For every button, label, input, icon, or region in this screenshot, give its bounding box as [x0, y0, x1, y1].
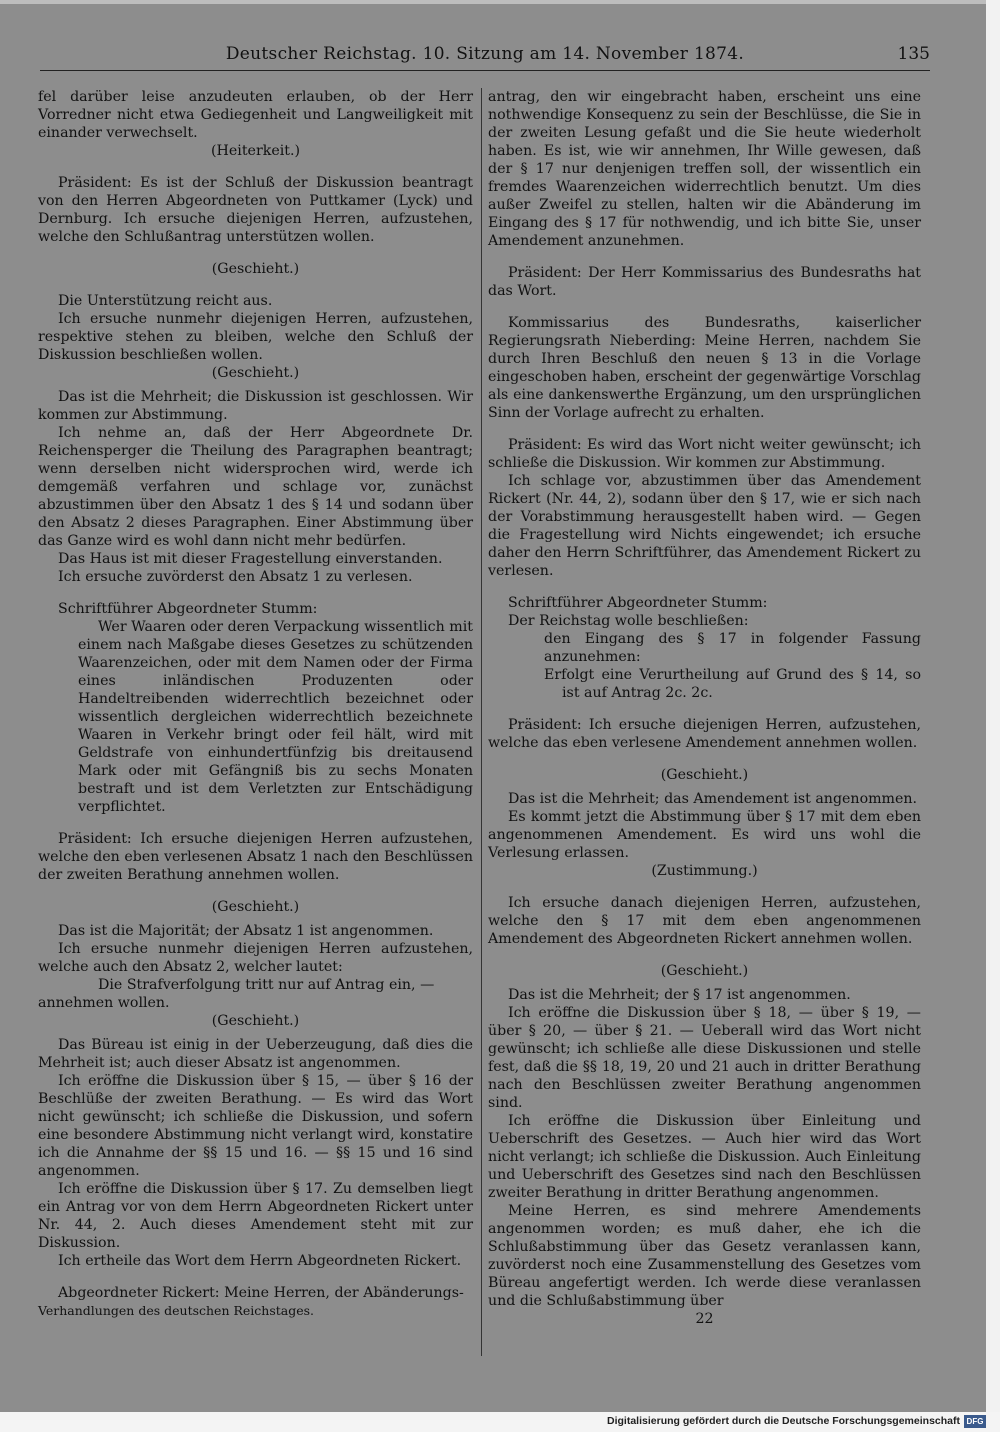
interjection: (Geschieht.) — [211, 261, 300, 277]
interjection: (Zustimmung.) — [651, 863, 758, 879]
paragraph: fel darüber leise anzudeuten erlauben, ob der Herr Vorredner nicht etwa Gediegenheit und Langweiligkeit mit einander verwechselt. — [38, 89, 473, 141]
right-column — [488, 88, 921, 1378]
speaker-rickert: Abgeordneter Rickert: Meine Herren, der Abänderungs- — [58, 1285, 464, 1301]
quoted-text: Wer Waaren oder deren Verpackung wissentlich mit einem nach Maßgabe dieses Gesetzes zu schützenden Waarenzeichen, oder mit dem Namen oder der Firma eines inländischen Produzenten oder Handeltreibenden widerrechtlich bezeichnet oder wissentlich dergleichen widerrechtlich bezeichnete Waaren in Verkehr bringt oder feil hält, wird mit Geldstrafe von einhundertfünfzig bis dreitausend Mark oder mit Gefängniß bis zu sechs Monaten bestraft und ist dem Verletzten zur Entschädigung verpflichtet. — [78, 619, 473, 815]
paragraph: Ich ersuche nunmehr diejenigen Herren aufzustehen, welche auch den Absatz 2, welcher lautet: — [38, 941, 473, 975]
paragraph: Ich eröffne die Diskussion über § 15, — über § 16 der Beschlüße der zweiten Berathung. — Es wird das Wort nicht gewünscht; ich schließe die Diskussion, und sofern eine besondere Abstimmung nicht verlangt wird, konstatire ich die Annahme der §§ 15 und 16. — §§ 15 und 16 sind angenommen. — [38, 1073, 473, 1179]
signature-number: 22 — [695, 1311, 714, 1327]
paragraph: Ich ersuche zuvörderst den Absatz 1 zu verlesen. — [58, 569, 413, 585]
interjection: (Geschieht.) — [660, 963, 749, 979]
president-speech: Präsident: Es wird das Wort nicht weiter gewünscht; ich schließe die Diskussion. Wir kommen zur Abstimmung. — [488, 437, 921, 471]
interjection: (Heiterkeit.) — [211, 143, 300, 159]
paragraph: Ich ersuche nunmehr diejenigen Herren, aufzustehen, respektive stehen zu bleiben, welche den Schluß der Diskussion beschließen wollen. — [38, 311, 473, 363]
paragraph: Ich ertheile das Wort dem Herrn Abgeordneten Rickert. — [58, 1253, 462, 1269]
speaker-label: Schriftführer Abgeordneter Stumm: — [508, 595, 768, 611]
president-speech: Präsident: Ich ersuche diejenigen Herren aufzustehen, welche den eben verlesenen Absatz 1 nach den Beschlüssen der zweiten Berathung annehmen wollen. — [38, 831, 473, 883]
motion-text: Erfolgt eine Verurtheilung auf Grund des § 14, so ist auf Antrag 2c. 2c. — [544, 667, 921, 701]
quoted-text: Die Strafverfolgung tritt nur auf Antrag ein, — — [98, 977, 435, 993]
paragraph: Das ist die Mehrheit; das Amendement ist angenommen. — [508, 791, 918, 807]
paragraph: annehmen wollen. — [38, 995, 170, 1011]
president-speech: Präsident: Ich ersuche diejenigen Herren, aufzustehen, welche das eben verlesene Amendement annehmen wollen. — [488, 717, 921, 751]
paragraph: Die Unterstützung reicht aus. — [58, 293, 273, 309]
footer-credit: Digitalisierung gefördert durch die Deutsche Forschungsgemeinschaft — [607, 1415, 960, 1427]
paragraph: Ich nehme an, daß der Herr Abgeordnete Dr. Reichensperger die Theilung des Paragraphen beantragt; wenn derselben nicht widersprochen wird, werde ich demgemäß verfahren und schlage vor, zunächst abzustimmen über den Absatz 1 des § 14 und sodann über den Absatz 2 dieses Paragraphen. Einer Abstimmung über das Ganze wird es wohl dann nicht mehr bedürfen. — [38, 425, 473, 549]
interjection: (Geschieht.) — [211, 365, 300, 381]
president-speech: Präsident: Der Herr Kommissarius des Bundesraths hat das Wort. — [488, 265, 921, 299]
column-divider — [481, 88, 482, 1356]
paragraph: Das Haus ist mit dieser Fragestellung einverstanden. — [58, 551, 443, 567]
left-column — [38, 88, 473, 1358]
paragraph: Ich eröffne die Diskussion über Einleitung und Ueberschrift des Gesetzes. — Auch hier wird das Wort nicht verlangt; ich schließe die Diskussion. Auch Einleitung und Ueberschrift des Gesetzes sind nach den Beschlüssen zweiter Berathung in dritter Berathung angenommen. — [488, 1113, 921, 1201]
paragraph: Das ist die Mehrheit; die Diskussion ist geschlossen. Wir kommen zur Abstimmung. — [38, 389, 473, 423]
paragraph: Das Büreau ist einig in der Ueberzeugung, daß dies die Mehrheit ist; auch dieser Absatz ist angenommen. — [38, 1037, 473, 1071]
scan-right-margin — [986, 0, 1000, 1432]
interjection: (Geschieht.) — [211, 1013, 300, 1029]
paragraph: antrag, den wir eingebracht haben, erscheint uns eine nothwendige Konsequenz zu sein der Beschlüsse, die Sie in der zweiten Lesung gefaßt und die Sie heute wiederholt haben. Es ist, wie wir annehmen, Ihr Wille gewesen, daß der § 17 nur denjenigen treffen soll, der wissentlich ein fremdes Waarenzeichen widerrechtlich benutzt. Um dies außer Zweifel zu stellen, halten wir die Abänderung im Eingang des § 17 für nothwendig, und ich bitte Sie, unser Amendement anzunehmen. — [488, 89, 921, 249]
digitization-footer — [0, 1412, 1000, 1432]
paragraph: Ich eröffne die Diskussion über § 17. Zu demselben liegt ein Antrag vor von dem Herrn Abgeordneten Rickert unter Nr. 44, 2. Auch dieses Amendement steht mit zur Diskussion. — [38, 1181, 473, 1251]
running-head: Deutscher Reichstag. 10. Sitzung am 14. November 1874. — [225, 44, 745, 64]
president-speech: Präsident: Es ist der Schluß der Diskussion beantragt von den Herren Abgeordneten von Puttkamer (Lyck) und Dernburg. Ich ersuche diejenigen Herren, aufzustehen, welche den Schlußantrag unterstützen wollen. — [38, 175, 473, 245]
paragraph: Das ist die Majorität; der Absatz 1 ist angenommen. — [58, 923, 434, 939]
publication-signature: Verhandlungen des deutschen Reichstages. — [38, 1303, 315, 1318]
paragraph: Ich eröffne die Diskussion über § 18, — über § 19, — über § 20, — über § 21. — Ueberall wird das Wort nicht gewünscht; ich schließe alle diese Diskussionen und stelle fest, daß die §§ 18, 19, 20 und 21 auch in dritter Berathung nach den Beschlüssen zweiter Berathung angenommen sind. — [488, 1005, 921, 1111]
interjection: (Geschieht.) — [660, 767, 749, 783]
scan-top-edge — [0, 0, 1000, 4]
commissioner-speech: Kommissarius des Bundesraths, kaiserlicher Regierungsrath Nieberding: Meine Herren, nachdem Sie durch Ihren Beschluß den neuen § 13 in die Vorlage eingeschoben haben, erscheint der gegenwärtige Vorschlag als eine dankenswerthe Ergänzung, um den ursprünglichen Sinn der Vorlage aufrecht zu erhalten. — [488, 315, 921, 421]
page-header — [40, 44, 930, 71]
motion-text: den Eingang des § 17 in folgender Fassung anzunehmen: — [544, 631, 921, 665]
dfg-logo-icon: DFG — [964, 1415, 986, 1428]
paragraph: Meine Herren, es sind mehrere Amendements angenommen worden; es muß daher, ehe ich die Schlußabstimmung über das Gesetz veranlassen kann, zuvörderst noch eine Zusammenstellung des Gesetzes vom Büreau angefertigt werden. Ich werde diese veranlassen und die Schlußabstimmung über — [488, 1203, 921, 1309]
paragraph: Das ist die Mehrheit; der § 17 ist angenommen. — [508, 987, 851, 1003]
interjection: (Geschieht.) — [211, 899, 300, 915]
paragraph: Ich ersuche danach diejenigen Herren, aufzustehen, welche den § 17 mit dem eben angenommenen Amendement des Abgeordneten Rickert annehmen wollen. — [488, 895, 921, 947]
paragraph: Es kommt jetzt die Abstimmung über § 17 mit dem eben angenommenen Amendement. Es wird uns wohl die Verlesung erlassen. — [488, 809, 921, 861]
speaker-label: Schriftführer Abgeordneter Stumm: — [58, 601, 318, 617]
page-number: 135 — [897, 44, 930, 64]
motion-intro: Der Reichstag wolle beschließen: — [508, 613, 749, 629]
paragraph: Ich schlage vor, abzustimmen über das Amendement Rickert (Nr. 44, 2), sodann über den § 17, wie er sich nach der Vorabstimmung herausgestellt haben wird. — Gegen die Fragestellung wird Nichts eingewendet; ich ersuche daher den Herrn Schriftführer, das Amendement Rickert zu verlesen. — [488, 473, 921, 579]
